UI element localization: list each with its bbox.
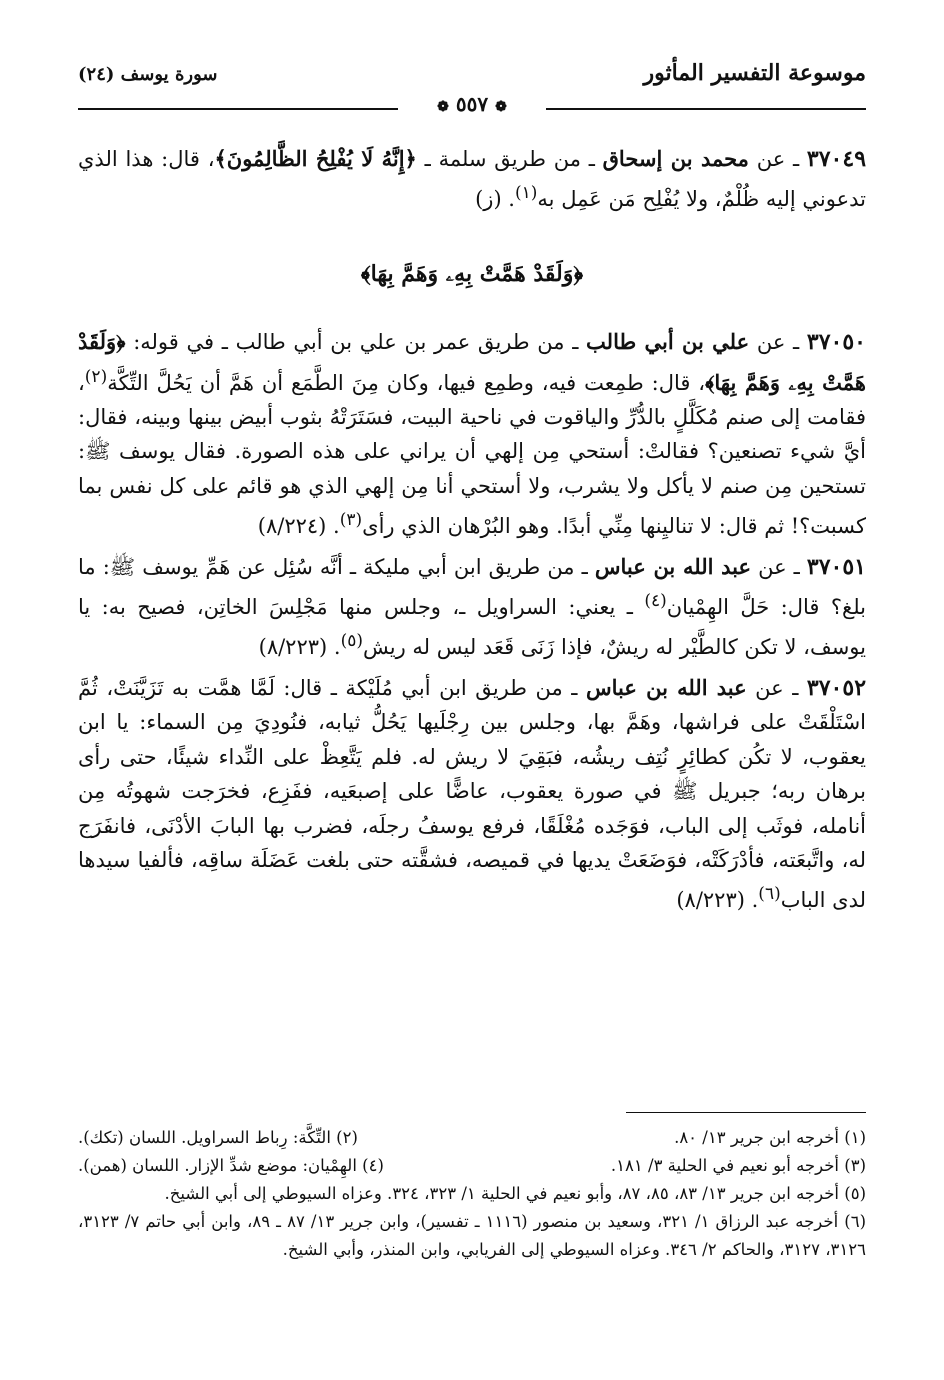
footnote-ref: (٥) bbox=[340, 631, 363, 652]
narrator-name: عبد الله بن عباس bbox=[594, 553, 752, 579]
footnote-3: (٣) أخرجه أبو نعيم في الحلية ٣/ ١٨١. bbox=[610, 1156, 866, 1175]
ornament-icon: ❁ bbox=[437, 99, 449, 115]
entry-number: ٣٧٠٥٠ bbox=[806, 329, 866, 356]
main-text bbox=[78, 142, 866, 924]
entry-text: ـ عن bbox=[749, 330, 807, 355]
footnotes bbox=[78, 1124, 866, 1264]
entry-tail: . (ز) bbox=[475, 187, 515, 212]
entry-37050 bbox=[78, 325, 866, 543]
entry-text: ـ من طريق ابن أبي مُلَيْكة ـ قال: لَمَّا همَّت به تَزَيَّنَتْ، ثُمَّ اسْتَلْقَتْ على فراشها، وهَمَّ بها، وجلس بين رِجْلَيها يَحُلُّ ثيابه، فنُودِيَ مِن السماء: يا ابن يعقوب، لا تكُن كطائِرٍ نُتِف ريشُه، فبَقِيَ لا ريش له. فلم يَتَّعِظْ على النِّداء شيئًا، حتى رأى برهان ربه؛ جبريل ﷺ في صورة يعقوب، عاضًّا على إصبعَيه، ففَزِع، فخرَجت شهوتُه مِن أنامله، فوثَب إلى الباب، فوَجَده مُغْلَقًا، فرفع يوسفُ رجلَه، فضرب بها البابَ الأدْنَى، فانفَرَج له، واتَّبعَته، فأدْرَكَتْه، فوَضَعَتْ يديها في قميصه، فشقَّته حتى بلغت عَضَلَة ساقِه، فألفيا سيدها لدى الباب bbox=[78, 675, 866, 913]
entry-text: ـ من طريق سلمة ـ bbox=[416, 147, 603, 171]
ornament-icon: ❁ bbox=[495, 99, 507, 115]
footnote-ref: (٦) bbox=[758, 884, 781, 905]
entry-text: ـ من طريق عمر بن علي بن أبي طالب ـ في قوله: bbox=[125, 330, 587, 355]
entry-tail: . (٨/٢٢٤) bbox=[257, 514, 340, 539]
footnote-row bbox=[78, 1124, 866, 1152]
entry-tail: . (٨/٢٢٣) bbox=[258, 635, 341, 660]
footnote-2: (٢) التِّكَّة: رِباط السراويل. اللسان (تكك). bbox=[78, 1128, 358, 1147]
entry-37052 bbox=[78, 671, 866, 918]
entry-37051 bbox=[78, 550, 866, 665]
header-rule-left bbox=[78, 108, 398, 110]
entry-37049 bbox=[78, 142, 866, 217]
entry-text: ، قال: طمِعت فيه، وطمِع فيها، وكان مِنَ الطَّمَع أن هَمَّ أن يَحُلَّ التِّكَّة bbox=[107, 370, 706, 395]
footnote-5: (٥) أخرجه ابن جرير ١٣/ ٨٣، ٨٥، ٨٧، وأبو نعيم في الحلية ١/ ٣٢٣، ٣٢٤. وعزاه السيوطي إلى أبي الشيخ. bbox=[164, 1184, 866, 1203]
quran-verse: ﴿وَلَقَدْ هَمَّتْ بِهِۦ وَهَمَّ بِهَا﴾ bbox=[78, 329, 866, 395]
entry-text: ـ عن bbox=[751, 554, 807, 579]
entry-number: ٣٧٠٥١ bbox=[806, 553, 866, 580]
entry-text: ـ من طريق ابن أبي مليكة ـ أنَّه سُئِل عن هَمِّ يوسف ﷺ: ما بلغ؟ قال: حَلَّ الهِمْيان bbox=[78, 554, 866, 620]
entry-text: ، قال: هذا الذي تدعوني إليه ظُلْمٌ، ولا يُفْلِح مَن عَمِل به bbox=[78, 147, 866, 212]
page-number-block bbox=[420, 92, 524, 116]
entry-text: ـ يعني: السراويل ـ، وجلس منها مَجْلِسَ الخاتِن، فصيح به: يا يوسف، لا تكن كالطَّيْر له ريشٌ، فإذا زَنَى قَعَد ليس له ريش bbox=[78, 595, 866, 660]
entry-text: ـ عن bbox=[748, 147, 807, 171]
entry-number: ٣٧٠٥٢ bbox=[806, 674, 867, 701]
surah-label: سورة يوسف (٢٤) bbox=[78, 64, 218, 85]
footnote-ref: (١) bbox=[515, 183, 538, 204]
page-number: ٥٥٧ bbox=[455, 92, 489, 116]
footnote-6: (٦) أخرجه عبد الرزاق ١/ ٣٢١، وسعيد بن منصور (١١١٦ ـ تفسير)، وابن جرير ١٣/ ٨٧ ـ ٨٩، وابن أبي حاتم ٧/ ٣١٢٣، ٣١٢٦، ٣١٢٧، والحاكم ٢/ ٣٤٦. وعزاه السيوطي إلى الفريابي، وابن المنذر، وأبي الشيخ. bbox=[78, 1212, 866, 1259]
footnote-4: (٤) الهِمْيان: موضع شدِّ الإزار. اللسان (همن). bbox=[78, 1156, 384, 1175]
entry-text: ـ عن bbox=[746, 675, 807, 700]
footnote-ref: (٣) bbox=[339, 510, 363, 531]
entry-number: ٣٧٠٤٩ bbox=[806, 146, 867, 172]
footnote-ref: (٤) bbox=[644, 591, 667, 612]
quran-verse: ﴿إِنَّهُ لَا يُفْلِحُ الظَّالِمُونَ﴾ bbox=[214, 146, 417, 171]
footnote-separator bbox=[626, 1112, 866, 1113]
narrator-name: علي بن أبي طالب bbox=[586, 329, 750, 355]
entry-tail: . (٨/٢٢٣) bbox=[676, 888, 759, 913]
footnote-row bbox=[78, 1152, 866, 1180]
footnote-ref: (٢) bbox=[84, 366, 108, 387]
footnote-1: (١) أخرجه ابن جرير ١٣/ ٨٠. bbox=[674, 1128, 866, 1147]
header-rule-right bbox=[546, 108, 866, 110]
book-title: موسوعة التفسير المأثور bbox=[643, 60, 866, 86]
narrator-name: محمد بن إسحاق bbox=[602, 146, 749, 171]
narrator-name: عبد الله بن عباس bbox=[586, 674, 747, 700]
verse-heading: ﴿وَلَقَدْ هَمَّتْ بِهِۦ وَهَمَّ بِهَا﴾ bbox=[360, 260, 584, 287]
entry-text: ، فقامت إلى صنم مُكَلَّلٍ بالدُّرِّ والياقوت في ناحية البيت، فسَتَرَتْهُ بثوب أبيض بينها وبينه، فقال: أيَّ شيء تصنعين؟ فقالتْ: أستحي مِن إلهي أن يراني على هذه الصورة. فقال يوسف ﷺ: تستحين مِن صنم لا يأكل ولا يشرب، ولا أستحي أنا مِن إلهي الذي هو قائم على كل نفس بما كسبت؟! ثم قال: لا تناليِنها مِنِّي أبدًا. وهو البُرْهان الذي رأى bbox=[78, 370, 866, 539]
